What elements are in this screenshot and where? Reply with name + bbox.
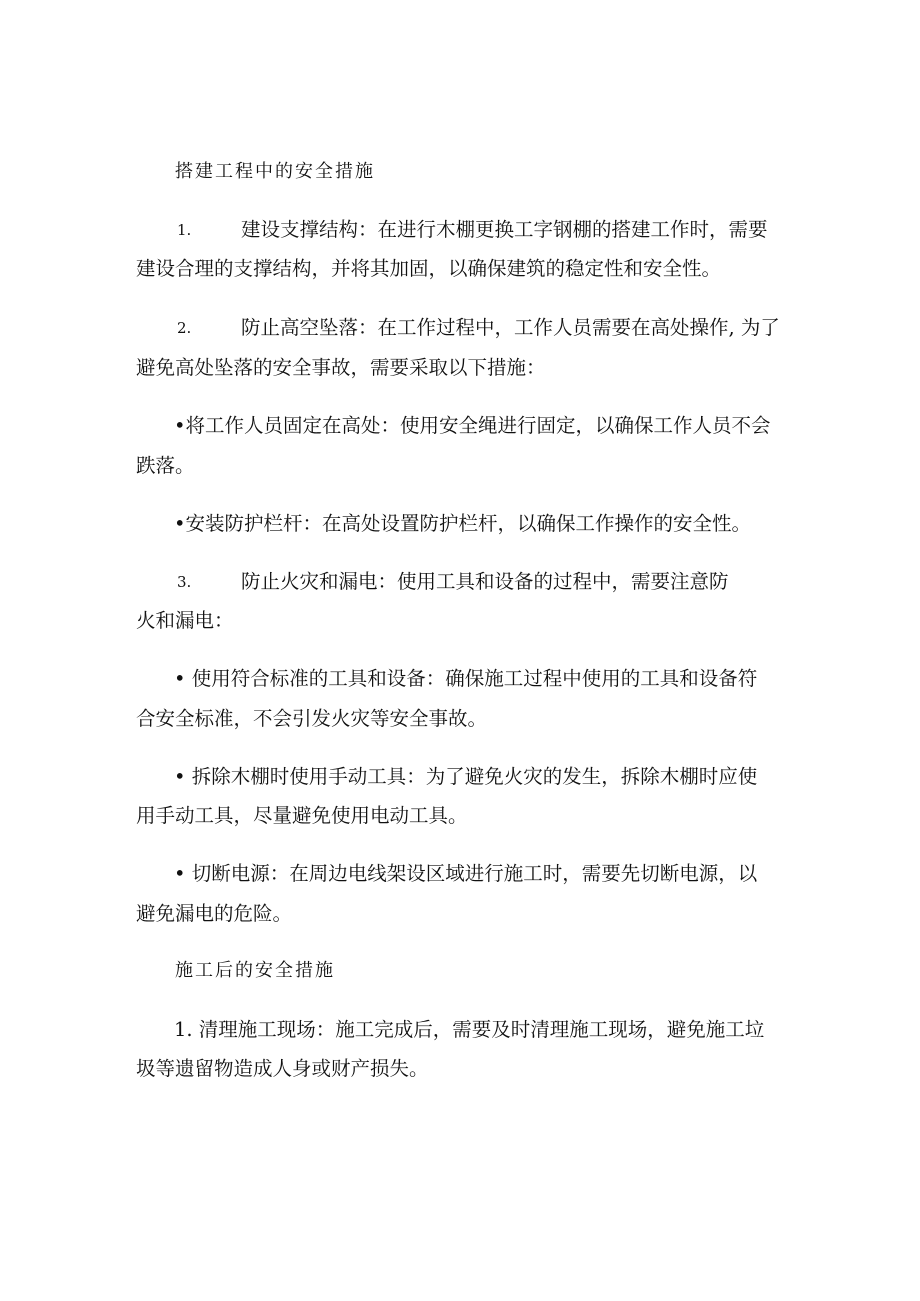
bullet-manual-tools-line-1: • 拆除木棚时使用手动工具：为了避免火灾的发生，拆除木棚时应使 [174, 765, 758, 788]
item-3-line-1: 防止火灾和漏电：使用工具和设备的过程中，需要注意防 [241, 570, 729, 593]
item-1-line-2: 建设合理的支撑结构，并将其加固，以确保建筑的稳定性和安全性。 [136, 257, 722, 280]
item-2-line-1: 防止高空坠落：在工作过程中，工作人员需要在高处操作, 为了 [241, 316, 780, 339]
bullet-standard-tools-line-1: • 使用符合标准的工具和设备：确保施工过程中使用的工具和设备符 [174, 667, 758, 690]
item-3-line-2: 火和漏电： [136, 609, 234, 632]
post-item-1-line-1: 1. 清理施工现场：施工完成后，需要及时清理施工现场，避免施工垃 [174, 1018, 765, 1041]
bullet-standard-tools-line-2: 合安全标准，不会引发火灾等安全事故。 [136, 707, 488, 730]
item-number-1: 1. [177, 221, 192, 239]
bullet-fix-workers-line-1: •将工作人员固定在高处：使用安全绳进行固定，以确保工作人员不会 [174, 414, 771, 437]
post-item-1-line-2: 圾等遗留物造成人身或财产损失。 [136, 1057, 429, 1080]
bullet-manual-tools-line-2: 用手动工具，尽量避免使用电动工具。 [136, 804, 468, 827]
section-heading-construction: 搭建工程中的安全措施 [175, 161, 375, 182]
item-number-3: 3. [177, 573, 192, 591]
bullet-cut-power-line-2: 避免漏电的危险。 [136, 902, 293, 925]
item-number-2: 2. [177, 319, 192, 337]
item-1-line-1: 建设支撑结构：在进行木棚更换工字钢棚的搭建工作时，需要 [241, 218, 768, 241]
bullet-fix-workers-line-2: 跌落。 [136, 454, 195, 477]
bullet-cut-power-line-1: • 切断电源：在周边电线架设区域进行施工时，需要先切断电源，以 [174, 862, 758, 885]
bullet-guardrail-line-1: •安装防护栏杆：在高处设置防护栏杆，以确保工作操作的安全性。 [174, 512, 752, 535]
section-heading-post-construction: 施工后的安全措施 [175, 960, 335, 981]
item-2-line-2: 避免高处坠落的安全事故，需要采取以下措施： [136, 356, 546, 379]
